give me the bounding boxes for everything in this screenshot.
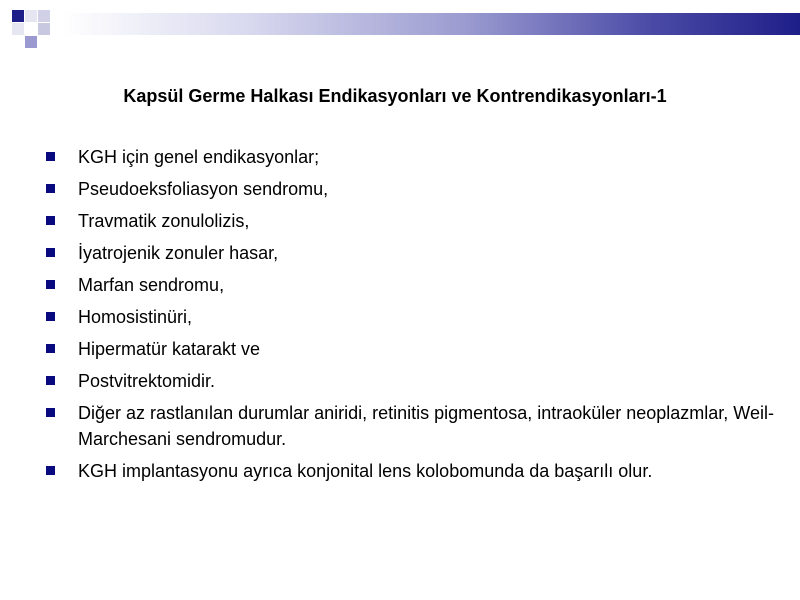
bullet-square-icon xyxy=(46,376,55,385)
header-gradient-bar xyxy=(62,13,800,35)
bullet-text: KGH için genel endikasyonlar; xyxy=(78,147,320,167)
decor-square xyxy=(38,23,50,35)
decor-square xyxy=(12,10,24,22)
bullet-square-icon xyxy=(46,216,55,225)
bullet-list xyxy=(46,144,786,490)
bullet-item xyxy=(46,272,786,298)
bullet-item xyxy=(46,400,786,452)
bullet-item xyxy=(46,208,786,234)
bullet-item xyxy=(46,336,786,362)
header-decoration xyxy=(0,0,800,50)
bullet-text: Diğer az rastlanılan durumlar aniridi, retinitis pigmentosa, intraoküler neoplazmlar, Weil-Marchesani sendromudur. xyxy=(78,403,774,449)
decor-square xyxy=(25,23,37,35)
bullet-item xyxy=(46,368,786,394)
decor-square xyxy=(25,10,37,22)
bullet-square-icon xyxy=(46,280,55,289)
bullet-text: İyatrojenik zonuler hasar, xyxy=(78,243,279,263)
bullet-item xyxy=(46,240,786,266)
bullet-square-icon xyxy=(46,152,55,161)
bullet-item xyxy=(46,144,786,170)
bullet-text: Travmatik zonulolizis, xyxy=(78,211,250,231)
bullet-square-icon xyxy=(46,248,55,257)
bullet-text: Hipermatür katarakt ve xyxy=(78,339,261,359)
bullet-square-icon xyxy=(46,344,55,353)
bullet-square-icon xyxy=(46,184,55,193)
bullet-text: Pseudoeksfoliasyon sendromu, xyxy=(78,179,329,199)
bullet-text: Homosistinüri, xyxy=(78,307,193,327)
bullet-item xyxy=(46,304,786,330)
bullet-square-icon xyxy=(46,408,55,417)
bullet-square-icon xyxy=(46,466,55,475)
bullet-square-icon xyxy=(46,312,55,321)
bullet-item xyxy=(46,176,786,202)
bullet-text: Marfan sendromu, xyxy=(78,275,225,295)
bullet-item xyxy=(46,458,786,484)
bullet-text: KGH implantasyonu ayrıca konjonital lens kolobomunda da başarılı olur. xyxy=(78,461,653,481)
decor-square xyxy=(38,10,50,22)
decor-square xyxy=(12,23,24,35)
bullet-text: Postvitrektomidir. xyxy=(78,371,216,391)
slide-title: Kapsül Germe Halkası Endikasyonları ve Kontrendikasyonları-1 xyxy=(123,86,667,106)
decor-square xyxy=(25,36,37,48)
